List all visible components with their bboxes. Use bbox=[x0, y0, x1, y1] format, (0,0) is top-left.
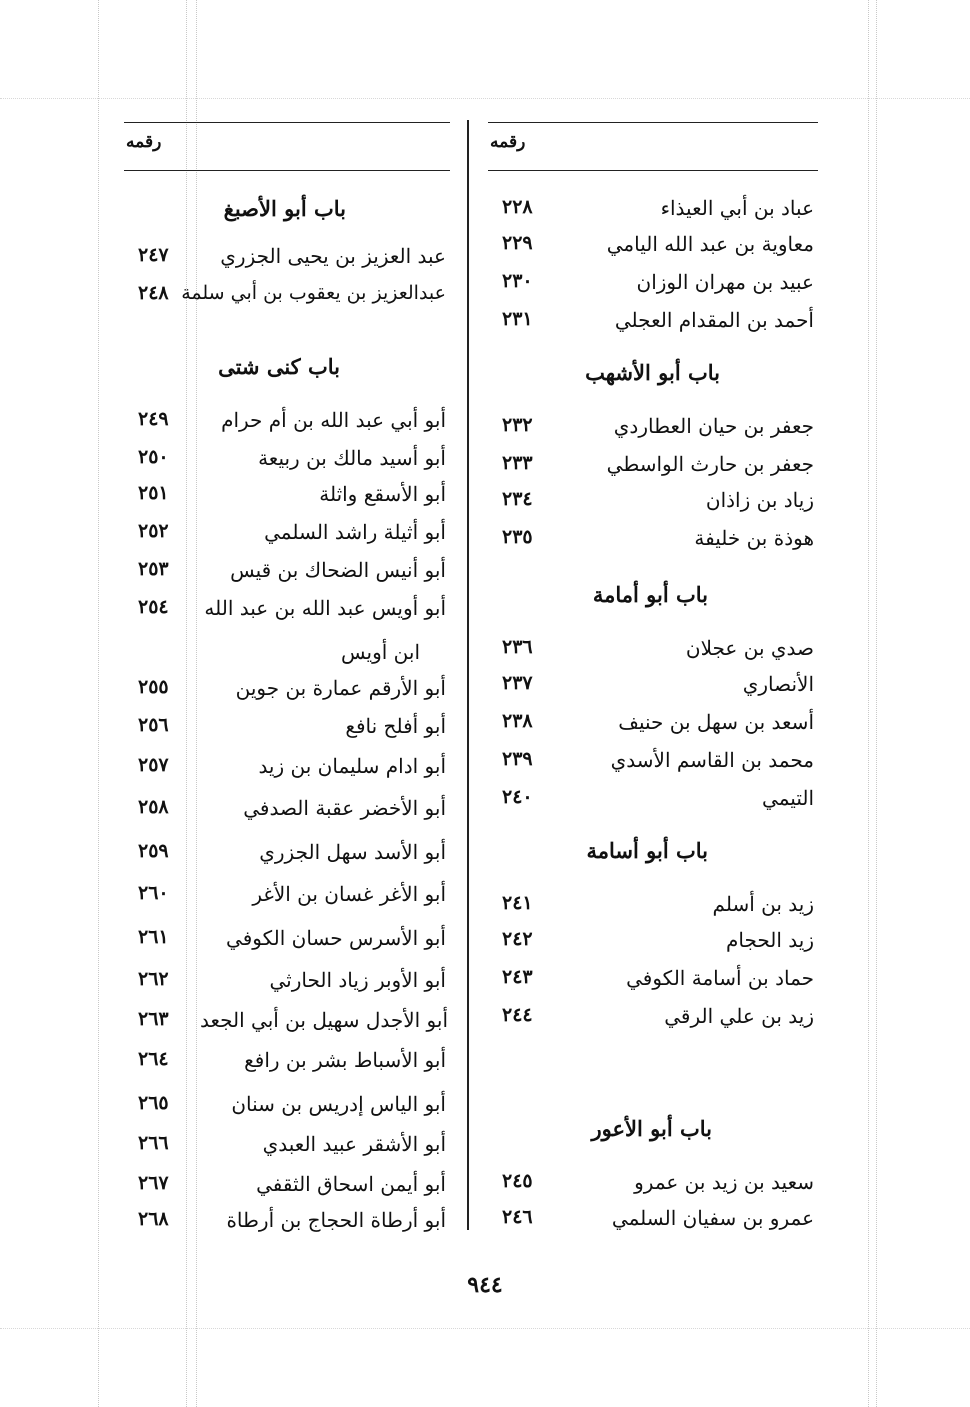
entry-name: أبو الأجدل سهيل بن أبي الجعد bbox=[199, 1008, 448, 1032]
entry-number: ٢٤٦ bbox=[502, 1206, 533, 1228]
header-rule bbox=[124, 170, 450, 171]
entry-name: أبو الأغر غسان بن الأغر bbox=[252, 882, 446, 906]
index-entry bbox=[488, 786, 818, 818]
section-heading: باب أبو الأعور bbox=[591, 1116, 712, 1141]
entry-name: عباد بن أبي العيذاء bbox=[660, 196, 814, 220]
entry-name: هوذة بن خليفة bbox=[694, 526, 814, 550]
entry-name: زياد بن زاذان bbox=[705, 488, 814, 512]
entry-number: ٢٣٧ bbox=[502, 672, 533, 694]
entry-number: ٢٤٩ bbox=[138, 408, 169, 430]
entry-number: ٢٣٨ bbox=[502, 710, 533, 732]
header-rule bbox=[124, 122, 450, 123]
entry-name: عبدالعزيز بن يعقوب بن أبي سلمة bbox=[181, 282, 446, 304]
index-entry bbox=[124, 482, 450, 514]
entry-number: ٢٥٦ bbox=[138, 714, 169, 736]
entry-number: ٢٦٠ bbox=[138, 882, 169, 904]
index-entry bbox=[124, 282, 450, 314]
index-entry bbox=[488, 1206, 818, 1238]
entry-name: عمرو بن سفيان السلمي bbox=[611, 1206, 814, 1230]
entry-number: ٢٥٧ bbox=[138, 754, 169, 776]
index-entry bbox=[488, 710, 818, 742]
index-entry bbox=[124, 1092, 450, 1124]
column-header-label: رقمه bbox=[490, 132, 526, 152]
entry-name: أبو أرطاة الحجاج بن أرطاة bbox=[226, 1208, 446, 1232]
entry-name: أبو أويس عبد الله بن عبد الله bbox=[204, 596, 446, 620]
scan-artifact-line bbox=[0, 1328, 970, 1329]
entry-name: محمد بن القاسم الأسدي bbox=[610, 748, 814, 772]
entry-number: ٢٦٨ bbox=[138, 1208, 169, 1230]
entry-number: ٢٥٨ bbox=[138, 796, 169, 818]
index-entry bbox=[124, 1208, 450, 1240]
entry-name: الأنصاري bbox=[742, 672, 814, 696]
entry-name: جعفر بن حيان العطاردي bbox=[613, 414, 814, 438]
entry-name: أبو الأوبر زياد الحارثي bbox=[269, 968, 446, 992]
entry-number: ٢٣١ bbox=[502, 308, 533, 330]
index-entry bbox=[124, 840, 450, 872]
column-header-label: رقمه bbox=[126, 132, 162, 152]
entry-name: أبو الأرقم عمارة بن جوين bbox=[235, 676, 446, 700]
index-entry bbox=[488, 636, 818, 668]
entry-number: ٢٥٢ bbox=[138, 520, 169, 542]
index-entry bbox=[488, 196, 818, 228]
index-entry bbox=[124, 1048, 450, 1080]
entry-number: ٢٤٠ bbox=[502, 786, 533, 808]
entry-name: سعيد بن زيد بن عمرو bbox=[634, 1170, 814, 1194]
index-entry bbox=[488, 966, 818, 998]
entry-number: ٢٥٣ bbox=[138, 558, 169, 580]
entry-name: أبو الأسقع واثلة bbox=[319, 482, 446, 506]
index-entry bbox=[124, 1172, 450, 1204]
entry-name: أبو أسيد مالك بن ربيعة bbox=[258, 446, 446, 470]
index-entry bbox=[124, 596, 450, 628]
entry-name: معاوية بن عبد الله اليامي bbox=[606, 232, 814, 256]
index-entry-continuation bbox=[124, 640, 450, 672]
index-entry bbox=[124, 1132, 450, 1164]
entry-name: زيد الحجام bbox=[725, 928, 814, 952]
section-heading: باب أبو الأصبغ bbox=[223, 196, 346, 221]
index-entry bbox=[488, 748, 818, 780]
section-heading: باب أبو أمامة bbox=[592, 582, 708, 607]
index-entry bbox=[124, 244, 450, 276]
entry-name: ابن أويس bbox=[341, 640, 420, 664]
header-rule bbox=[488, 122, 818, 123]
index-entry bbox=[124, 446, 450, 478]
entry-name: أبو أنيس الضحاك بن قيس bbox=[230, 558, 446, 582]
entry-name: أبو الأشقر عبيد العبدي bbox=[262, 1132, 446, 1156]
entry-name: أبو الأخضر عقبة الصدفي bbox=[243, 796, 446, 820]
entry-number: ٢٥٤ bbox=[138, 596, 169, 618]
entry-name: أسعد بن سهل بن حنيف bbox=[618, 710, 814, 734]
entry-name: أبو الأسد سهل الجزري bbox=[259, 840, 446, 864]
header-rule bbox=[488, 170, 818, 171]
entry-number: ٢٦٥ bbox=[138, 1092, 169, 1114]
entry-number: ٢٤٣ bbox=[502, 966, 533, 988]
entry-name: أبو أبي عبد الله بن أم حرام bbox=[221, 408, 446, 432]
entry-name: حماد بن أسامة الكوفي bbox=[626, 966, 814, 990]
entry-name: التيمي bbox=[762, 786, 814, 810]
entry-number: ٢٤١ bbox=[502, 892, 533, 914]
index-entry bbox=[488, 672, 818, 704]
index-entry bbox=[124, 408, 450, 440]
entry-number: ٢٢٩ bbox=[502, 232, 533, 254]
entry-number: ٢٤٧ bbox=[138, 244, 169, 266]
entry-name: أبو الأسرس حسان الكوفي bbox=[226, 926, 446, 950]
index-entry bbox=[488, 270, 818, 302]
index-entry bbox=[124, 968, 450, 1000]
index-entry bbox=[124, 882, 450, 914]
entry-name: أبو أفلح نافع bbox=[345, 714, 446, 738]
entry-number: ٢٣٠ bbox=[502, 270, 533, 292]
entry-name: أبو الياس إدريس بن سنان bbox=[231, 1092, 446, 1116]
index-entry bbox=[488, 928, 818, 960]
entry-number: ٢٦٦ bbox=[138, 1132, 169, 1154]
scan-artifact-line bbox=[876, 0, 877, 1407]
entry-name: أبو ادام سليمان بن زيد bbox=[258, 754, 446, 778]
scan-artifact-line bbox=[98, 0, 99, 1407]
section-heading: باب أبو أسامة bbox=[586, 838, 708, 863]
entry-name: أبو أثيلة راشد السلمي bbox=[264, 520, 446, 544]
scan-artifact-line bbox=[0, 98, 970, 99]
index-entry bbox=[488, 308, 818, 340]
entry-name: عبيد بن مهران الوزان bbox=[636, 270, 814, 294]
entry-name: أبو أيمن اسحاق الثقفي bbox=[256, 1172, 446, 1196]
entry-number: ٢٣٥ bbox=[502, 526, 533, 548]
entry-number: ٢٤٥ bbox=[502, 1170, 533, 1192]
index-entry bbox=[488, 1004, 818, 1036]
entry-number: ٢٣٢ bbox=[502, 414, 533, 436]
section-heading: باب كنى شتى bbox=[218, 354, 340, 379]
column-divider bbox=[467, 120, 469, 1230]
index-entry bbox=[488, 1170, 818, 1202]
entry-number: ٢٥٠ bbox=[138, 446, 169, 468]
index-entry bbox=[488, 414, 818, 446]
entry-number: ٢٣٣ bbox=[502, 452, 533, 474]
entry-name: صدي بن عجلان bbox=[685, 636, 814, 660]
left-column bbox=[124, 122, 450, 1237]
entry-number: ٢٦١ bbox=[138, 926, 169, 948]
index-entry bbox=[488, 526, 818, 558]
entry-number: ٢٣٩ bbox=[502, 748, 533, 770]
index-entry bbox=[124, 926, 450, 958]
entry-name: جعفر بن حارث الواسطي bbox=[606, 452, 814, 476]
entry-number: ٢٦٤ bbox=[138, 1048, 169, 1070]
page-number: ٩٤٤ bbox=[467, 1272, 503, 1298]
index-entry bbox=[124, 676, 450, 708]
entry-number: ٢٣٤ bbox=[502, 488, 533, 510]
index-entry bbox=[124, 520, 450, 552]
entry-number: ٢٤٤ bbox=[502, 1004, 533, 1026]
index-entry bbox=[124, 558, 450, 590]
entry-name: عبد العزيز بن يحيى الجزري bbox=[220, 244, 446, 268]
entry-number: ٢٦٧ bbox=[138, 1172, 169, 1194]
entry-name: أحمد بن المقدام العجلي bbox=[614, 308, 814, 332]
entry-number: ٢٤٨ bbox=[138, 282, 169, 304]
index-entry bbox=[124, 796, 450, 828]
entry-number: ٢٦٣ bbox=[138, 1008, 169, 1030]
index-entry bbox=[124, 714, 450, 746]
scan-artifact-line bbox=[868, 0, 869, 1407]
index-entry bbox=[488, 232, 818, 264]
entry-number: ٢٥٥ bbox=[138, 676, 169, 698]
entry-name: زيد بن علي الرقي bbox=[664, 1004, 814, 1028]
index-entry bbox=[488, 452, 818, 484]
entry-number: ٢٦٢ bbox=[138, 968, 169, 990]
entry-name: أبو الأسباط بشر بن رافع bbox=[244, 1048, 446, 1072]
entry-number: ٢٣٦ bbox=[502, 636, 533, 658]
index-entry bbox=[488, 488, 818, 520]
index-entry bbox=[124, 1008, 450, 1040]
entry-number: ٢٥١ bbox=[138, 482, 169, 504]
entry-name: زيد بن أسلم bbox=[712, 892, 814, 916]
section-heading: باب أبو الأشهب bbox=[585, 360, 720, 385]
entry-number: ٢٢٨ bbox=[502, 196, 533, 218]
entry-number: ٢٤٢ bbox=[502, 928, 533, 950]
index-entry bbox=[124, 754, 450, 786]
index-entry bbox=[488, 892, 818, 924]
right-column bbox=[488, 122, 818, 1237]
entry-number: ٢٥٩ bbox=[138, 840, 169, 862]
